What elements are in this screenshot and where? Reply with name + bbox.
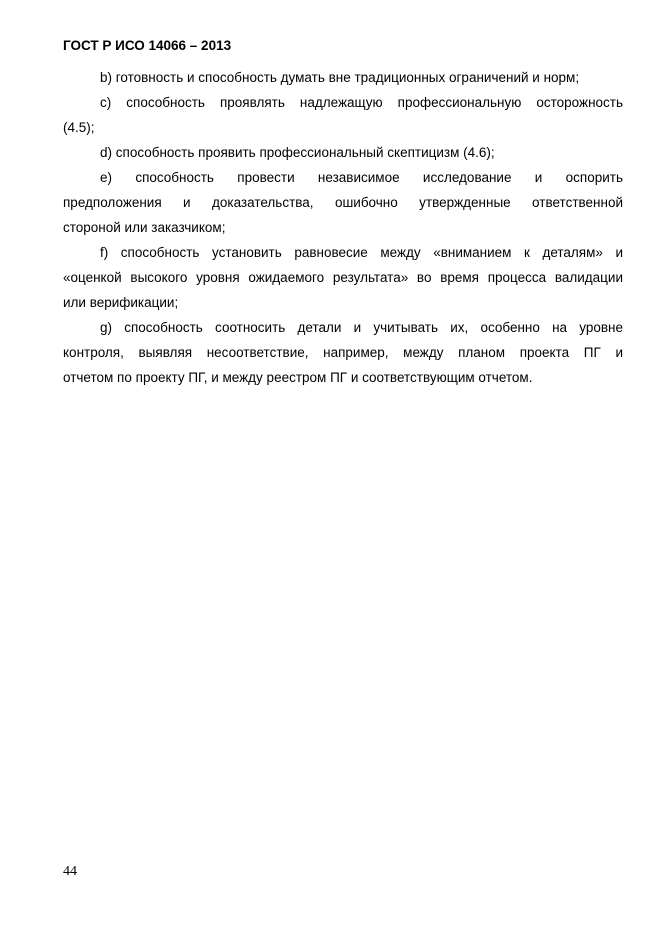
text-line: e) способность провести независимое исследование и оспорить bbox=[100, 170, 623, 185]
text-line: отчетом по проекту ПГ, и между реестром ПГ и соответствующим отчетом. bbox=[63, 370, 533, 385]
list-item-f bbox=[63, 240, 623, 315]
document-body bbox=[63, 65, 623, 390]
text-line: c) способность проявлять надлежащую профессиональную осторожность bbox=[100, 95, 623, 110]
page-number: 44 bbox=[63, 864, 77, 879]
list-item-b bbox=[63, 65, 623, 90]
text-line: g) способность соотносить детали и учитывать их, особенно на уровне bbox=[100, 320, 623, 335]
list-item-g bbox=[63, 315, 623, 390]
text-line: стороной или заказчиком; bbox=[63, 220, 226, 235]
text-line: b) готовность и способность думать вне традиционных ограничений и норм; bbox=[100, 70, 580, 85]
document-header: ГОСТ Р ИСО 14066 – 2013 bbox=[63, 38, 232, 53]
text-line: (4.5); bbox=[63, 120, 95, 135]
text-line: предположения и доказательства, ошибочно утвержденные ответственной bbox=[63, 195, 623, 210]
list-item-e bbox=[63, 165, 623, 240]
text-line: d) способность проявить профессиональный скептицизм (4.6); bbox=[100, 145, 495, 160]
text-line: «оценкой высокого уровня ожидаемого результата» во время процесса валидации bbox=[63, 270, 623, 285]
list-item-d bbox=[63, 140, 623, 165]
text-line: f) способность установить равновесие между «вниманием к деталям» и bbox=[100, 245, 623, 260]
list-item-c bbox=[63, 90, 623, 140]
text-line: или верификации; bbox=[63, 295, 179, 310]
text-line: контроля, выявляя несоответствие, например, между планом проекта ПГ и bbox=[63, 345, 623, 360]
